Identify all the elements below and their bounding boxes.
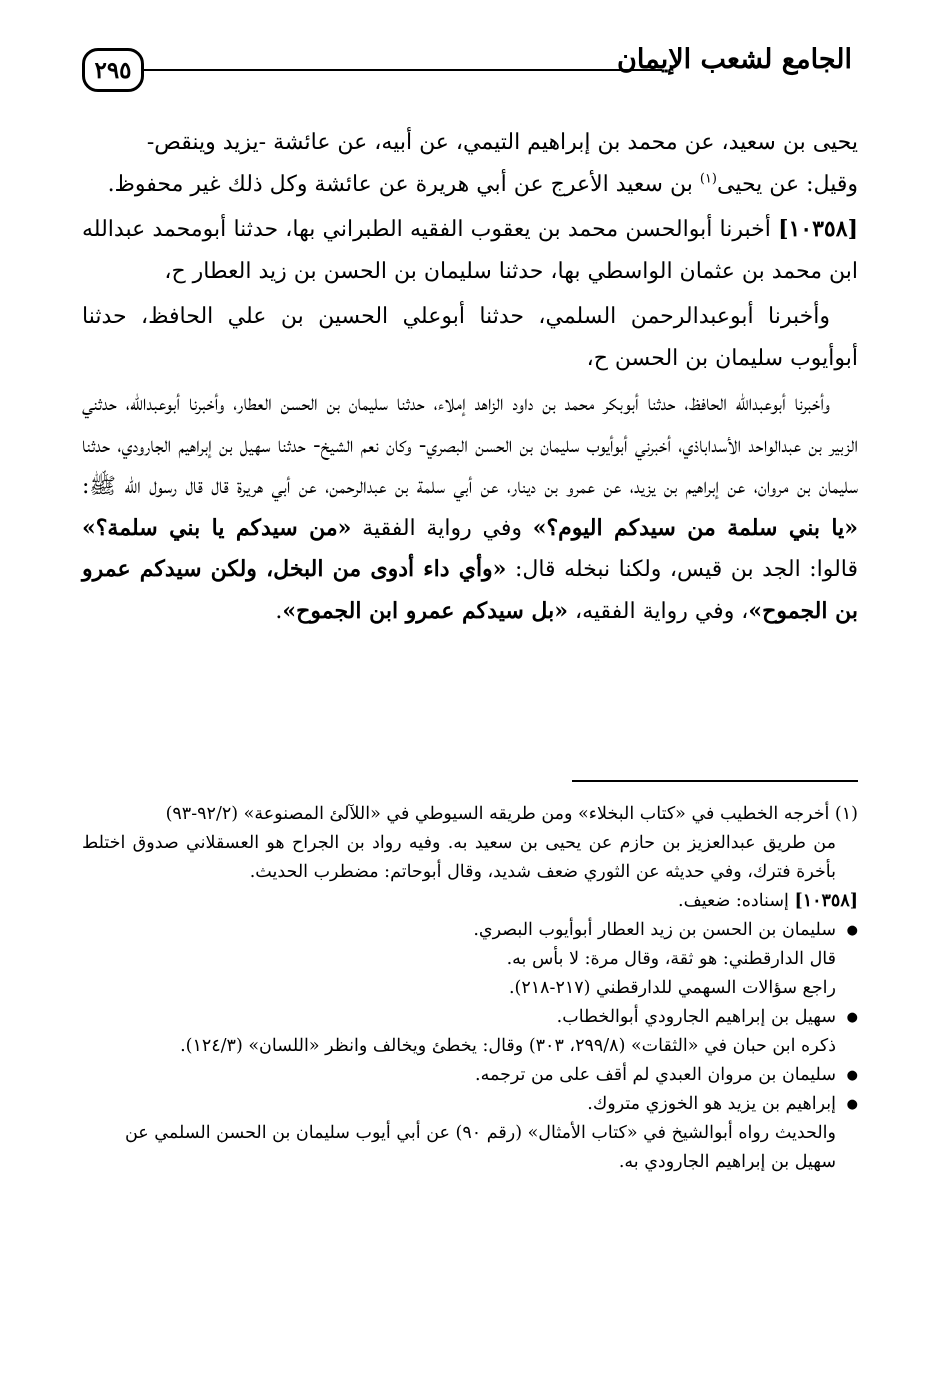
narrator-item bbox=[82, 1061, 858, 1090]
header-rule bbox=[144, 69, 662, 71]
hadith-isnad-2: وأخبرنا أبوعبدالرحمن السلمي، حدثنا أبوعلي الحسين بن علي الحافظ، حدثنا أبوأيوب سليمان بن الحسن ح، bbox=[82, 304, 858, 371]
hadith-number: [١٠٣٥٨] bbox=[778, 216, 858, 242]
paragraph-1 bbox=[82, 122, 858, 205]
page-number: ٢٩٥ bbox=[82, 48, 144, 92]
narrator-2: سهيل بن إبراهيم الجارودي أبوالخطاب. bbox=[556, 1007, 836, 1027]
narrator-1-note-2: راجع سؤالات السهمي للدارقطني (٢١٧-٢١٨). bbox=[508, 978, 836, 998]
footnote-2-number: [١٠٣٥٨] bbox=[794, 891, 858, 911]
footnote-2 bbox=[82, 887, 858, 916]
paragraph-isnad-3 bbox=[82, 383, 858, 632]
narrator-list bbox=[82, 916, 858, 1177]
hadith-text-4: ، وفي رواية الفقيه، bbox=[567, 598, 749, 624]
footnote-1-line-1: (١) أخرجه الخطيب في «كتاب البخلاء» ومن طريقه السيوطي في «اللآلئ المصنوعة» (٩٢/٢-٩٣) bbox=[165, 804, 858, 824]
footnote-ref-1[interactable]: (١) bbox=[699, 171, 717, 187]
narrator-1: سليمان بن الحسن بن زيد العطار أبوأيوب البصري. bbox=[473, 920, 836, 940]
narrator-item bbox=[82, 1090, 858, 1177]
narrator-1-note-1: قال الدارقطني: هو ثقة، وقال مرة: لا بأس به. bbox=[506, 949, 836, 969]
paragraph-1-line-1: يحيى بن سعيد، عن محمد بن إبراهيم التيمي، عن أبيه، عن عائشة -يزيد وينقص- bbox=[146, 130, 858, 155]
hadith-text-2: وفي رواية الفقية bbox=[351, 515, 533, 541]
footnote-separator bbox=[572, 780, 858, 782]
hadith-isnad-3: وأخبرنا أبوعبدالله الحافظ، حدثنا أبوبكر محمد بن داود الزاهد إملاء، حدثنا سليمان بن الحسن العطار، وأخبرنا أبوعبدالله، حدثني الزبير بن عبدالواحد الأسداباذي، أخبرني أبوأيوب سليمان بن الحسن البصري- وكان نعم الشيخ- حدثنا سهيل بن إبراهيم الجارودي، حدثنا سليمان بن مروان، عن إبراهيم بن يزيد، عن عمرو بن دينار، عن أبي سلمة بن عبدالرحمن، عن أبي هريرة قال قال رسول الله ﷺ: bbox=[82, 391, 858, 499]
narrator-item bbox=[82, 1003, 858, 1061]
hadith-quote-3: «وأي داء أدوى من البخل، ولكن سيدكم عمرو بن الجموح» bbox=[82, 556, 858, 624]
hadith-isnad-1: أخبرنا أبوالحسن محمد بن يعقوب الفقيه الطبراني بها، حدثنا أبومحمد عبدالله ابن محمد بن عثمان الواسطي بها، حدثنا سليمان بن الحسن بن زيد العطار ح، bbox=[82, 217, 858, 284]
narrator-4: إبراهيم بن يزيد هو الخوزي متروك. bbox=[587, 1094, 836, 1114]
narrator-item bbox=[82, 916, 858, 1003]
hadith-quote-2: «من سيدكم يا بني سلمة؟» bbox=[82, 514, 352, 541]
narrator-3: سليمان بن مروان العبدي لم أقف على من ترجمه. bbox=[475, 1065, 836, 1085]
paragraph-1-line-2b: بن سعيد الأعرج عن أبي هريرة عن عائشة وكل ذلك غير محفوظ. bbox=[107, 171, 700, 197]
paragraph-hadith-10358 bbox=[82, 209, 858, 292]
footnote-2-text: إسناده: ضعيف. bbox=[678, 891, 795, 911]
paragraph-1-line-2a: وقيل: عن يحيى bbox=[716, 171, 858, 197]
footnote-1 bbox=[82, 800, 858, 887]
footnote-1-line-2: من طريق عبدالعزيز بن حازم عن يحيى بن سعيد به. وفيه رواد بن الجراح هو العسقلاني صدوق اختلط بأخرة فترك، وفي حديثه عن الثوري ضعف شديد، وقال أبوحاتم: مضطرب الحديث. bbox=[82, 833, 836, 882]
paragraph-isnad-2 bbox=[82, 296, 858, 379]
footnotes bbox=[82, 800, 858, 1177]
hadith-text-3: قالوا: الجد بن قيس، ولكنا نبخله قال: bbox=[506, 557, 859, 582]
page-header bbox=[82, 40, 852, 104]
hadith-end: . bbox=[275, 598, 283, 624]
hadith-quote-4: «بل سيدكم عمرو ابن الجموح» bbox=[282, 597, 568, 624]
main-text bbox=[82, 122, 858, 636]
narrator-2-note-1: ذكره ابن حبان في «الثقات» (٢٩٩/٨، ٣٠٣) وقال: يخطئ ويخالف وانظر «اللسان» (١٢٤/٣). bbox=[180, 1036, 836, 1056]
hadith-quote-1: «يا بني سلمة من سيدكم اليوم؟» bbox=[532, 514, 858, 541]
running-title: الجامع لشعب الإيمان bbox=[617, 44, 852, 75]
narrator-4-note-1: والحديث رواه أبوالشيخ في «كتاب الأمثال» (رقم ٩٠) عن أبي أيوب سليمان بن الحسن السلمي عن سهيل بن إبراهيم الجارودي به. bbox=[124, 1123, 836, 1172]
